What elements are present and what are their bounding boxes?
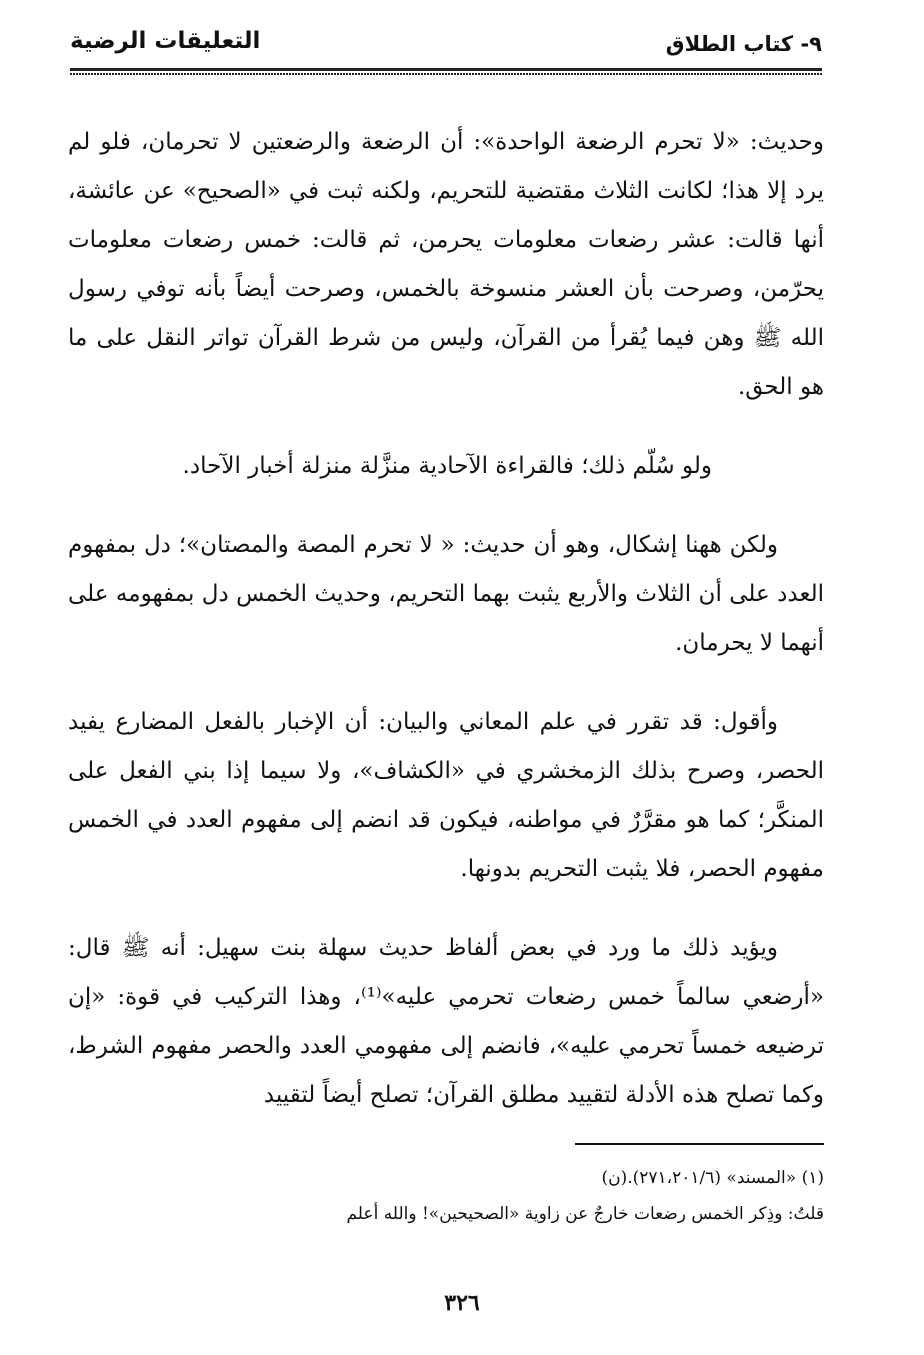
page-number: ٣٢٦ (444, 1290, 480, 1316)
header-rule (70, 68, 822, 71)
footnote-1: (١) «المسند» (٢٧١،٢٠١/٦).(ن) (601, 1168, 824, 1188)
page-header (70, 28, 822, 62)
paragraph: ولكن ههنا إشكال، وهو أن حديث: « لا تحرم المصة والمصتان»؛ دل بمفهوم العدد على أن الثلاث والأربع يثبت بهما التحريم، وحديث الخمس دل بمفهومه على أنهما لا يحرمان. (68, 532, 824, 656)
footnote-separator (575, 1143, 824, 1145)
footnote-comment: قلتُ: وذِكر الخمس رضعات خارجٌ عن زاوية «الصحيحين»! والله أعلم (346, 1204, 824, 1224)
paragraph: وأقول: قد تقرر في علم المعاني والبيان: أن الإخبار بالفعل المضارع يفيد الحصر، وصرح بذلك الزمخشري في «الكشاف»، ولا سيما إذا بني الفعل على المنكَّر؛ كما هو مقرَّرٌ في مواطنه، فيكون قد انضم إلى مفهوم العدد في الخمس مفهوم الحصر، فلا يثبت التحريم بدونها. (68, 709, 824, 882)
paragraph: ولو سُلّم ذلك؛ فالقراءة الآحادية منزَّلة منزلة أخبار الآحاد. (182, 453, 712, 479)
main-text (68, 118, 824, 1150)
paragraph: ويؤيد ذلك ما ورد في بعض ألفاظ حديث سهلة بنت سهيل: أنه ﷺ قال: «أرضعي سالماً خمس رضعات تحرمي عليه»⁽¹⁾، وهذا التركيب في قوة: «إن ترضيعه خمساً تحرمي عليه»، فانضم إلى مفهومي العدد والحصر مفهوم الشرط، وكما تصلح هذه الأدلة لتقييد مطلق القرآن؛ تصلح أيضاً لتقييد (68, 935, 824, 1108)
book-title: التعليقات الرضية (70, 28, 261, 54)
chapter-title: ٩- كتاب الطلاق (665, 32, 822, 56)
header-rule-dotted (70, 73, 822, 75)
paragraph: وحديث: «لا تحرم الرضعة الواحدة»: أن الرضعة والرضعتين لا تحرمان، فلو لم يرد إلا هذا؛ لكانت الثلاث مقتضية للتحريم، ولكنه ثبت في «الصحيح» عن عائشة، أنها قالت: عشر رضعات معلومات يحرمن، ثم قالت: خمس رضعات معلومات يحرّمن، وصرحت بأن العشر منسوخة بالخمس، وصرحت أيضاً بأنه توفي رسول الله ﷺ وهن فيما يُقرأ من القرآن، وليس من شرط القرآن تواتر النقل على ما هو الحق. (68, 129, 824, 400)
footnotes (68, 1160, 824, 1232)
